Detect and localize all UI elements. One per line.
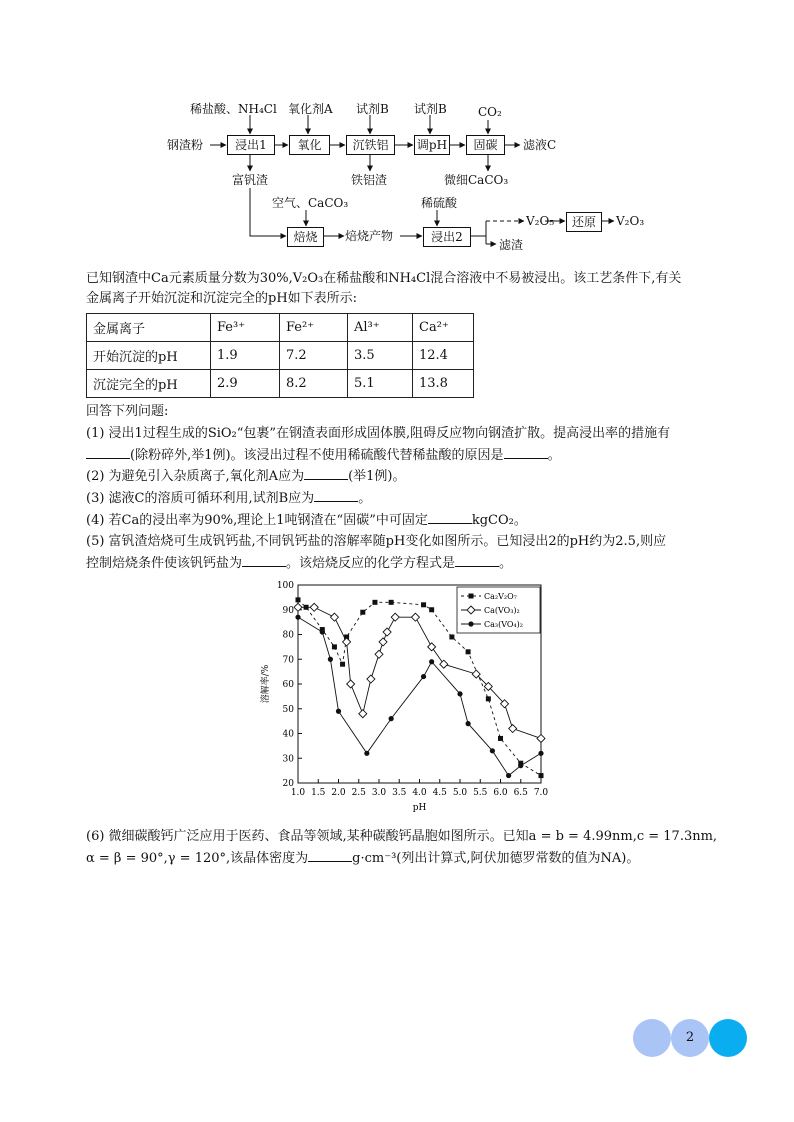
data-point bbox=[320, 629, 325, 634]
question-4 bbox=[86, 511, 527, 530]
table-row bbox=[87, 342, 474, 370]
data-point bbox=[421, 602, 426, 607]
data-point bbox=[440, 660, 448, 668]
table-header-cell: Fe²⁺ bbox=[280, 314, 348, 342]
x-tick-label: 2.5 bbox=[351, 788, 366, 798]
data-point bbox=[466, 649, 471, 654]
data-point bbox=[296, 597, 301, 602]
table-cell: 7.2 bbox=[280, 342, 348, 370]
data-point bbox=[429, 659, 434, 664]
data-point bbox=[421, 674, 426, 679]
data-point bbox=[428, 643, 436, 651]
question-5-line-1: (5) 富钒渣焙烧可生成钒钙盐,不同钒钙盐的溶解率随pH变化如图所示。已知浸出2的pH约为2.5,则应 bbox=[86, 534, 667, 549]
data-point bbox=[310, 603, 318, 611]
table-cell: 1.9 bbox=[211, 342, 280, 370]
intro-line-2: 金属离子开始沉淀和沉淀完全的pH如下表所示: bbox=[86, 291, 358, 306]
data-point bbox=[537, 734, 545, 742]
question-2 bbox=[86, 467, 406, 486]
x-tick-label: 6.5 bbox=[513, 788, 528, 798]
legend-label: Ca(VO₃)₂ bbox=[484, 606, 520, 615]
legend-label: Ca₃(VO₄)₂ bbox=[484, 620, 523, 629]
page-badge-left-circle bbox=[633, 1019, 671, 1057]
question-2-end: (举1例)。 bbox=[348, 469, 406, 484]
data-point bbox=[518, 763, 523, 768]
answer-blank[interactable] bbox=[242, 554, 286, 567]
data-point bbox=[336, 709, 341, 714]
question-5-text: 控制焙烧条件使该钒钙盐为 bbox=[86, 556, 243, 571]
answer-blank[interactable] bbox=[86, 446, 130, 459]
oxidant-label: 氧化剂A bbox=[288, 102, 333, 116]
data-point bbox=[295, 615, 300, 620]
vanadium-residue-label: 富钒渣 bbox=[232, 173, 269, 187]
data-point bbox=[379, 638, 387, 646]
table-header-cell: Ca²⁺ bbox=[413, 314, 474, 342]
data-point bbox=[343, 638, 351, 646]
data-point bbox=[383, 628, 391, 636]
table-cell: 沉淀完全的pH bbox=[87, 370, 211, 398]
y-tick-label: 30 bbox=[282, 754, 294, 765]
question-5-text-2: 。该焙烧反应的化学方程式是 bbox=[286, 556, 456, 571]
data-point bbox=[509, 725, 517, 733]
table-cell: 8.2 bbox=[280, 370, 348, 398]
table-cell: 3.5 bbox=[348, 342, 413, 370]
intro-line-1: 已知钢渣中Ca元素质量分数为30%,V₂O₃在稀盐酸和NH₄Cl混合溶液中不易被浸出。该工艺条件下,有关 bbox=[86, 271, 682, 286]
dilute-h2so4-label: 稀硫酸 bbox=[421, 196, 458, 210]
x-tick-label: 3.0 bbox=[371, 788, 387, 798]
legend-marker bbox=[468, 621, 473, 626]
co2-label: CO₂ bbox=[478, 105, 502, 119]
table-header-cell: 金属离子 bbox=[87, 314, 211, 342]
question-3-text: (3) 滤液C的溶质可循环利用,试剂B应为 bbox=[86, 491, 315, 506]
page-badge-right-circle bbox=[709, 1019, 747, 1057]
page-badge-number-circle bbox=[671, 1019, 709, 1057]
data-point bbox=[340, 662, 345, 667]
data-point bbox=[375, 650, 383, 658]
answer-blank[interactable] bbox=[455, 554, 499, 567]
data-point bbox=[360, 610, 365, 615]
x-tick-label: 5.5 bbox=[473, 788, 488, 798]
question-6-line-2 bbox=[86, 849, 639, 868]
data-point bbox=[328, 657, 333, 662]
y-tick-label: 90 bbox=[282, 605, 294, 616]
y-tick-label: 70 bbox=[282, 655, 294, 666]
x-tick-label: 2.0 bbox=[331, 788, 346, 798]
data-point bbox=[538, 751, 543, 756]
table-header-cell: Al³⁺ bbox=[348, 314, 413, 342]
question-2-text: (2) 为避免引入杂质离子,氧化剂A应为 bbox=[86, 469, 305, 484]
air-caco3-label: 空气、CaCO₃ bbox=[272, 196, 349, 210]
y-tick-label: 20 bbox=[282, 779, 294, 789]
v2o3-label: V₂O₃ bbox=[616, 214, 645, 228]
step-leach1-box: 浸出1 bbox=[227, 135, 275, 155]
answer-blank[interactable] bbox=[314, 489, 358, 502]
table-cell: 2.9 bbox=[211, 370, 280, 398]
data-point bbox=[347, 680, 355, 688]
roast-product-label: 焙烧产物 bbox=[345, 229, 394, 243]
process-flowchart bbox=[0, 0, 794, 260]
table-cell: 12.4 bbox=[413, 342, 474, 370]
fe-al-residue-label: 铁铝渣 bbox=[351, 173, 388, 187]
step-precip-box: 沉铁铝 bbox=[346, 135, 395, 155]
v2o5-label: V₂O₅ bbox=[526, 214, 555, 228]
data-point bbox=[364, 751, 369, 756]
y-tick-label: 40 bbox=[282, 729, 294, 740]
feed-label: 钢渣粉 bbox=[167, 138, 204, 152]
step-leach2-box: 浸出2 bbox=[423, 227, 471, 247]
data-point bbox=[498, 736, 503, 741]
data-point bbox=[332, 644, 337, 649]
question-4-end: kgCO₂。 bbox=[471, 513, 527, 528]
y-tick-label: 100 bbox=[276, 581, 294, 591]
data-point bbox=[391, 613, 399, 621]
x-tick-label: 6.0 bbox=[493, 788, 508, 798]
table-header-cell: Fe³⁺ bbox=[211, 314, 280, 342]
y-tick-label: 50 bbox=[282, 704, 294, 715]
question-1-line-1: (1) 浸出1过程生成的SiO₂“包裹”在钢渣表面形成固体膜,阻碍反应物向钢渣扩散。提高浸出率的措施有 bbox=[86, 426, 671, 441]
data-point bbox=[466, 721, 471, 726]
question-1-text: (除粉碎外,举1例)。该浸出过程不使用稀硫酸代替稀盐酸的原因是 bbox=[130, 448, 504, 463]
question-5-line-2 bbox=[86, 554, 512, 573]
question-4-text: (4) 若Ca的浸出率为90%,理论上1吨钢渣在“固碳”中可固定 bbox=[86, 513, 428, 528]
reagent-hcl-nh4cl-label: 稀盐酸、NH₄Cl bbox=[190, 102, 277, 116]
table-header-row bbox=[87, 314, 474, 342]
answer-blank[interactable] bbox=[428, 511, 472, 524]
step-fix-box: 固碳 bbox=[466, 135, 505, 155]
x-tick-label: 5.0 bbox=[452, 788, 468, 798]
step-reduce-box: 还原 bbox=[566, 212, 602, 232]
x-tick-label: 1.5 bbox=[311, 788, 326, 798]
data-point bbox=[330, 613, 338, 621]
filter-residue-label: 滤渣 bbox=[499, 238, 524, 252]
table-cell: 5.1 bbox=[348, 370, 413, 398]
data-point bbox=[429, 607, 434, 612]
legend-label: Ca₂V₂O₇ bbox=[484, 592, 517, 601]
step-oxidize-box: 氧化 bbox=[289, 135, 330, 155]
y-tick-label: 60 bbox=[282, 680, 294, 690]
solubility-chart bbox=[255, 578, 555, 823]
fine-caco3-label: 微细CaCO₃ bbox=[444, 173, 509, 187]
series-line bbox=[298, 617, 541, 775]
question-3 bbox=[86, 489, 371, 508]
data-point bbox=[506, 773, 511, 778]
x-tick-label: 4.5 bbox=[432, 788, 447, 798]
table-row bbox=[87, 370, 474, 398]
data-point bbox=[449, 634, 454, 639]
data-point bbox=[389, 716, 394, 721]
x-axis-label: pH bbox=[412, 803, 427, 813]
data-point bbox=[372, 600, 377, 605]
step-ph-box: 调pH bbox=[414, 135, 450, 155]
question-5-end: 。 bbox=[499, 556, 513, 571]
x-tick-label: 4.0 bbox=[412, 788, 427, 798]
answer-prompt: 回答下列问题: bbox=[86, 404, 169, 419]
table-cell: 开始沉淀的pH bbox=[87, 342, 211, 370]
x-tick-label: 1.0 bbox=[290, 788, 306, 798]
x-tick-label: 3.5 bbox=[392, 788, 407, 798]
question-6-end: g·cm⁻³(列出计算式,阿伏加德罗常数的值为NA)。 bbox=[352, 851, 640, 866]
data-point bbox=[411, 613, 419, 621]
y-axis-label: 溶解率/% bbox=[261, 664, 271, 704]
question-6-text: α = β = 90°,γ = 120°,该晶体密度为 bbox=[86, 851, 309, 866]
data-point bbox=[359, 710, 367, 718]
reagent-b-label-1: 试剂B bbox=[356, 102, 389, 116]
data-point bbox=[457, 691, 462, 696]
reagent-b-label-2: 试剂B bbox=[414, 102, 447, 116]
data-point bbox=[389, 600, 394, 605]
question-1-end: 。 bbox=[547, 448, 561, 463]
answer-blank[interactable] bbox=[304, 467, 348, 480]
answer-blank[interactable] bbox=[504, 446, 548, 459]
question-6-line-1: (6) 微细碳酸钙广泛应用于医药、食品等领域,某种碳酸钙晶胞如图所示。已知a = b = 4.99nm,c = 17.3nm, bbox=[86, 829, 718, 844]
data-point bbox=[367, 675, 375, 683]
legend-marker bbox=[469, 594, 474, 599]
ion-ph-table bbox=[86, 313, 474, 398]
data-point bbox=[486, 696, 491, 701]
question-3-end: 。 bbox=[358, 491, 372, 506]
step-roast-box: 焙烧 bbox=[287, 227, 324, 247]
table-cell: 13.8 bbox=[413, 370, 474, 398]
answer-blank[interactable] bbox=[308, 849, 352, 862]
y-tick-label: 80 bbox=[282, 630, 294, 641]
filtrate-c-label: 滤液C bbox=[523, 138, 557, 152]
page-number: 2 bbox=[685, 1030, 695, 1045]
x-tick-label: 7.0 bbox=[533, 788, 549, 798]
question-1-line-2 bbox=[86, 446, 561, 465]
data-point bbox=[490, 748, 495, 753]
data-point bbox=[539, 773, 544, 778]
